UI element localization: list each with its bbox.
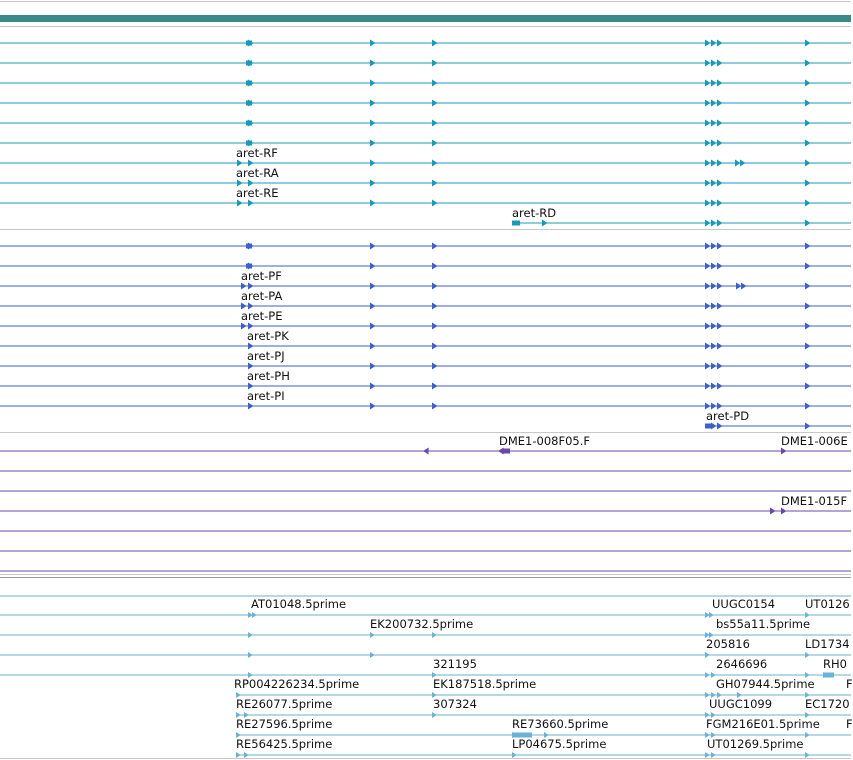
exon-arrow: [432, 632, 437, 638]
exon-arrow: [805, 383, 811, 390]
est-label[interactable]: bs55a11.5prime: [716, 617, 811, 631]
exon-arrow: [717, 220, 723, 227]
protein-label[interactable]: aret-PK: [247, 329, 289, 343]
exon-arrow: [711, 220, 717, 227]
exon-arrow: [705, 140, 711, 147]
exon-arrow: [711, 80, 717, 87]
est-label[interactable]: RE27596.5prime: [236, 717, 333, 731]
exon-arrow: [711, 140, 717, 147]
exon-block: [246, 81, 252, 86]
transcript-label[interactable]: aret-RE: [236, 186, 279, 200]
gene-bar-aret: [0, 15, 851, 22]
exon-arrow: [717, 120, 723, 127]
exon-arrow: [370, 363, 376, 370]
exon-arrow: [423, 448, 429, 455]
exon-arrow: [432, 283, 438, 290]
exon-arrow: [432, 80, 438, 87]
exon-arrow: [705, 672, 710, 678]
exon-arrow: [252, 612, 257, 618]
protein-label[interactable]: aret-PA: [241, 289, 283, 303]
exon-arrow: [711, 200, 717, 207]
exon-arrow: [432, 40, 438, 47]
exon-arrow: [711, 180, 717, 187]
exon-arrow: [781, 508, 787, 515]
exon-arrow: [717, 100, 723, 107]
exon-arrow: [432, 100, 438, 107]
exon-arrow: [370, 403, 376, 410]
est-label[interactable]: RE56425.5prime: [236, 737, 333, 751]
exon-block: [246, 264, 252, 269]
exon-arrow: [711, 383, 717, 390]
exon-arrow: [705, 80, 711, 87]
exon-arrow: [805, 200, 811, 207]
exon-arrow: [711, 303, 717, 310]
exon-arrow: [705, 283, 711, 290]
exon-arrow: [705, 220, 711, 227]
exon-block: [824, 673, 834, 678]
est-label[interactable]: AT01048.5prime: [251, 597, 347, 611]
est-label[interactable]: UUGC0154: [712, 597, 776, 611]
exon-arrow: [370, 80, 376, 87]
exon-arrow: [370, 303, 376, 310]
exon-arrow: [248, 652, 253, 658]
est-label[interactable]: UT01269.5prime: [707, 737, 804, 751]
exon-arrow: [705, 120, 711, 127]
exon-arrow: [805, 752, 810, 758]
est-label[interactable]: LP04675.5prime: [512, 737, 607, 751]
transcript-label[interactable]: aret-RA: [236, 166, 279, 180]
est-label[interactable]: EC1720: [805, 697, 850, 711]
exon-block: [246, 41, 252, 46]
exon-arrow: [805, 263, 811, 270]
exon-arrow: [805, 343, 811, 350]
exon-arrow: [248, 200, 254, 207]
exon-arrow: [735, 160, 741, 167]
protein-label[interactable]: aret-PE: [241, 309, 283, 323]
exon-block: [246, 121, 252, 126]
exon-arrow: [805, 323, 811, 330]
exon-arrow: [237, 200, 243, 207]
exon-arrow: [717, 283, 723, 290]
est-label[interactable]: RP004226234.5prime: [234, 677, 360, 691]
cdna-label[interactable]: DME1-006E: [781, 434, 848, 448]
exon-arrow: [805, 180, 811, 187]
exon-arrow: [370, 140, 376, 147]
exon-arrow: [705, 180, 711, 187]
exon-arrow: [705, 752, 710, 758]
est-label[interactable]: RH0: [823, 657, 847, 671]
exon-arrow: [711, 40, 717, 47]
exon-block: [246, 141, 252, 146]
exon-arrow: [805, 732, 810, 738]
exon-arrow: [711, 243, 717, 250]
est-label[interactable]: EK187518.5prime: [433, 677, 537, 691]
exon-arrow: [711, 283, 717, 290]
exon-arrow: [711, 343, 717, 350]
exon-arrow: [432, 120, 438, 127]
est-label[interactable]: FGM216E01.5prime: [706, 717, 820, 731]
exon-arrow: [717, 383, 723, 390]
exon-arrow: [805, 80, 811, 87]
exon-arrow: [711, 323, 717, 330]
exon-arrow: [709, 612, 714, 618]
exon-arrow: [432, 200, 438, 207]
exon-arrow: [370, 263, 376, 270]
exon-arrow: [711, 120, 717, 127]
exon-arrow: [717, 243, 723, 250]
exon-arrow: [370, 40, 376, 47]
exon-arrow: [370, 100, 376, 107]
exon-arrow: [432, 160, 438, 167]
exon-arrow: [736, 283, 742, 290]
exon-arrow: [717, 40, 723, 47]
exon-arrow: [432, 243, 438, 250]
exon-arrow: [370, 160, 376, 167]
exon-arrow: [432, 712, 437, 718]
est-label[interactable]: RE73660.5prime: [512, 717, 609, 731]
exon-arrow: [244, 752, 249, 758]
transcript-label[interactable]: aret-RF: [236, 146, 278, 160]
exon-arrow: [805, 363, 811, 370]
exon-arrow: [805, 140, 811, 147]
exon-arrow: [770, 508, 776, 515]
exon-arrow: [717, 160, 723, 167]
exon-arrow: [705, 60, 711, 67]
exon-arrow: [705, 160, 711, 167]
exon-arrow: [711, 60, 717, 67]
exon-arrow: [717, 180, 723, 187]
exon-arrow: [717, 363, 723, 370]
exon-arrow: [705, 652, 710, 658]
est-label[interactable]: 321195: [433, 657, 477, 671]
exon-arrow: [741, 283, 747, 290]
exon-arrow: [805, 283, 811, 290]
exon-arrow: [432, 263, 438, 270]
exon-arrow: [248, 403, 254, 410]
exon-arrow: [805, 243, 811, 250]
est-label[interactable]: F: [846, 717, 853, 731]
exon-arrow: [740, 160, 746, 167]
exon-arrow: [711, 752, 716, 758]
exon-arrow: [432, 383, 438, 390]
exon-arrow: [717, 343, 723, 350]
protein-label[interactable]: aret-PI: [247, 389, 285, 403]
exon-arrow: [432, 343, 438, 350]
exon-arrow: [705, 383, 711, 390]
exon-arrow: [705, 200, 711, 207]
exon-block: [246, 61, 252, 66]
exon-arrow: [805, 40, 811, 47]
exon-arrow: [370, 283, 376, 290]
transcript-label[interactable]: aret-RD: [512, 206, 557, 220]
exon-arrow: [805, 160, 811, 167]
protein-label[interactable]: aret-PJ: [247, 349, 285, 363]
est-label[interactable]: EK200732.5prime: [370, 617, 474, 631]
exon-arrow: [432, 140, 438, 147]
est-label[interactable]: LD1734: [805, 637, 850, 651]
exon-arrow: [370, 200, 376, 207]
est-label[interactable]: 2646696: [716, 657, 768, 671]
exon-arrow: [705, 303, 711, 310]
exon-arrow: [711, 100, 717, 107]
exon-arrow: [432, 403, 438, 410]
exon-arrow: [805, 423, 811, 430]
cdna-label[interactable]: DME1-008F05.F: [499, 434, 590, 448]
exon-arrow: [236, 752, 241, 758]
exon-arrow: [717, 303, 723, 310]
protein-label[interactable]: aret-PD: [706, 409, 750, 423]
exon-arrow: [370, 180, 376, 187]
exon-arrow: [432, 363, 438, 370]
exon-arrow: [711, 363, 717, 370]
exon-arrow: [805, 303, 811, 310]
exon-arrow: [370, 120, 376, 127]
exon-arrow: [717, 323, 723, 330]
exon-arrow: [717, 80, 723, 87]
exon-arrow: [248, 632, 253, 638]
cdna-label[interactable]: DME1-015F: [781, 494, 848, 508]
est-label[interactable]: 307324: [433, 697, 477, 711]
exon-arrow: [370, 323, 376, 330]
exon-arrow: [705, 323, 711, 330]
exon-arrow: [370, 60, 376, 67]
exon-arrow: [432, 303, 438, 310]
exon-arrow: [498, 448, 504, 455]
exon-arrow: [711, 160, 717, 167]
exon-arrow: [717, 423, 723, 430]
exon-arrow: [805, 60, 811, 67]
exon-arrow: [512, 752, 517, 758]
exon-arrow: [432, 60, 438, 67]
exon-block: [512, 221, 520, 226]
est-label[interactable]: GH07944.5prime: [716, 677, 815, 691]
protein-label[interactable]: aret-PH: [247, 369, 290, 383]
exon-arrow: [805, 120, 811, 127]
exon-arrow: [705, 343, 711, 350]
exon-arrow: [241, 323, 247, 330]
exon-arrow: [781, 448, 787, 455]
exon-arrow: [370, 383, 376, 390]
exon-block: [246, 101, 252, 106]
exon-arrow: [370, 343, 376, 350]
est-label[interactable]: UT0126: [805, 597, 850, 611]
exon-arrow: [717, 200, 723, 207]
exon-arrow: [705, 263, 711, 270]
exon-arrow: [805, 100, 811, 107]
exon-arrow: [370, 632, 375, 638]
est-label[interactable]: F: [846, 677, 853, 691]
protein-label[interactable]: aret-PF: [241, 269, 282, 283]
est-label[interactable]: UUGC1099: [709, 697, 773, 711]
exon-arrow: [432, 180, 438, 187]
exon-arrow: [711, 263, 717, 270]
exon-arrow: [705, 40, 711, 47]
exon-arrow: [705, 363, 711, 370]
exon-arrow: [717, 60, 723, 67]
exon-arrow: [705, 100, 711, 107]
exon-arrow: [370, 652, 375, 658]
exon-arrow: [542, 220, 548, 227]
exon-arrow: [717, 140, 723, 147]
exon-block: [246, 244, 252, 249]
exon-arrow: [711, 423, 717, 430]
exon-arrow: [805, 403, 811, 410]
exon-arrow: [705, 243, 711, 250]
exon-arrow: [717, 263, 723, 270]
exon-arrow: [432, 323, 438, 330]
exon-arrow: [805, 220, 811, 227]
est-label[interactable]: 205816: [706, 637, 750, 651]
exon-arrow: [805, 652, 810, 658]
exon-arrow: [370, 243, 376, 250]
est-label[interactable]: RE26077.5prime: [236, 697, 333, 711]
